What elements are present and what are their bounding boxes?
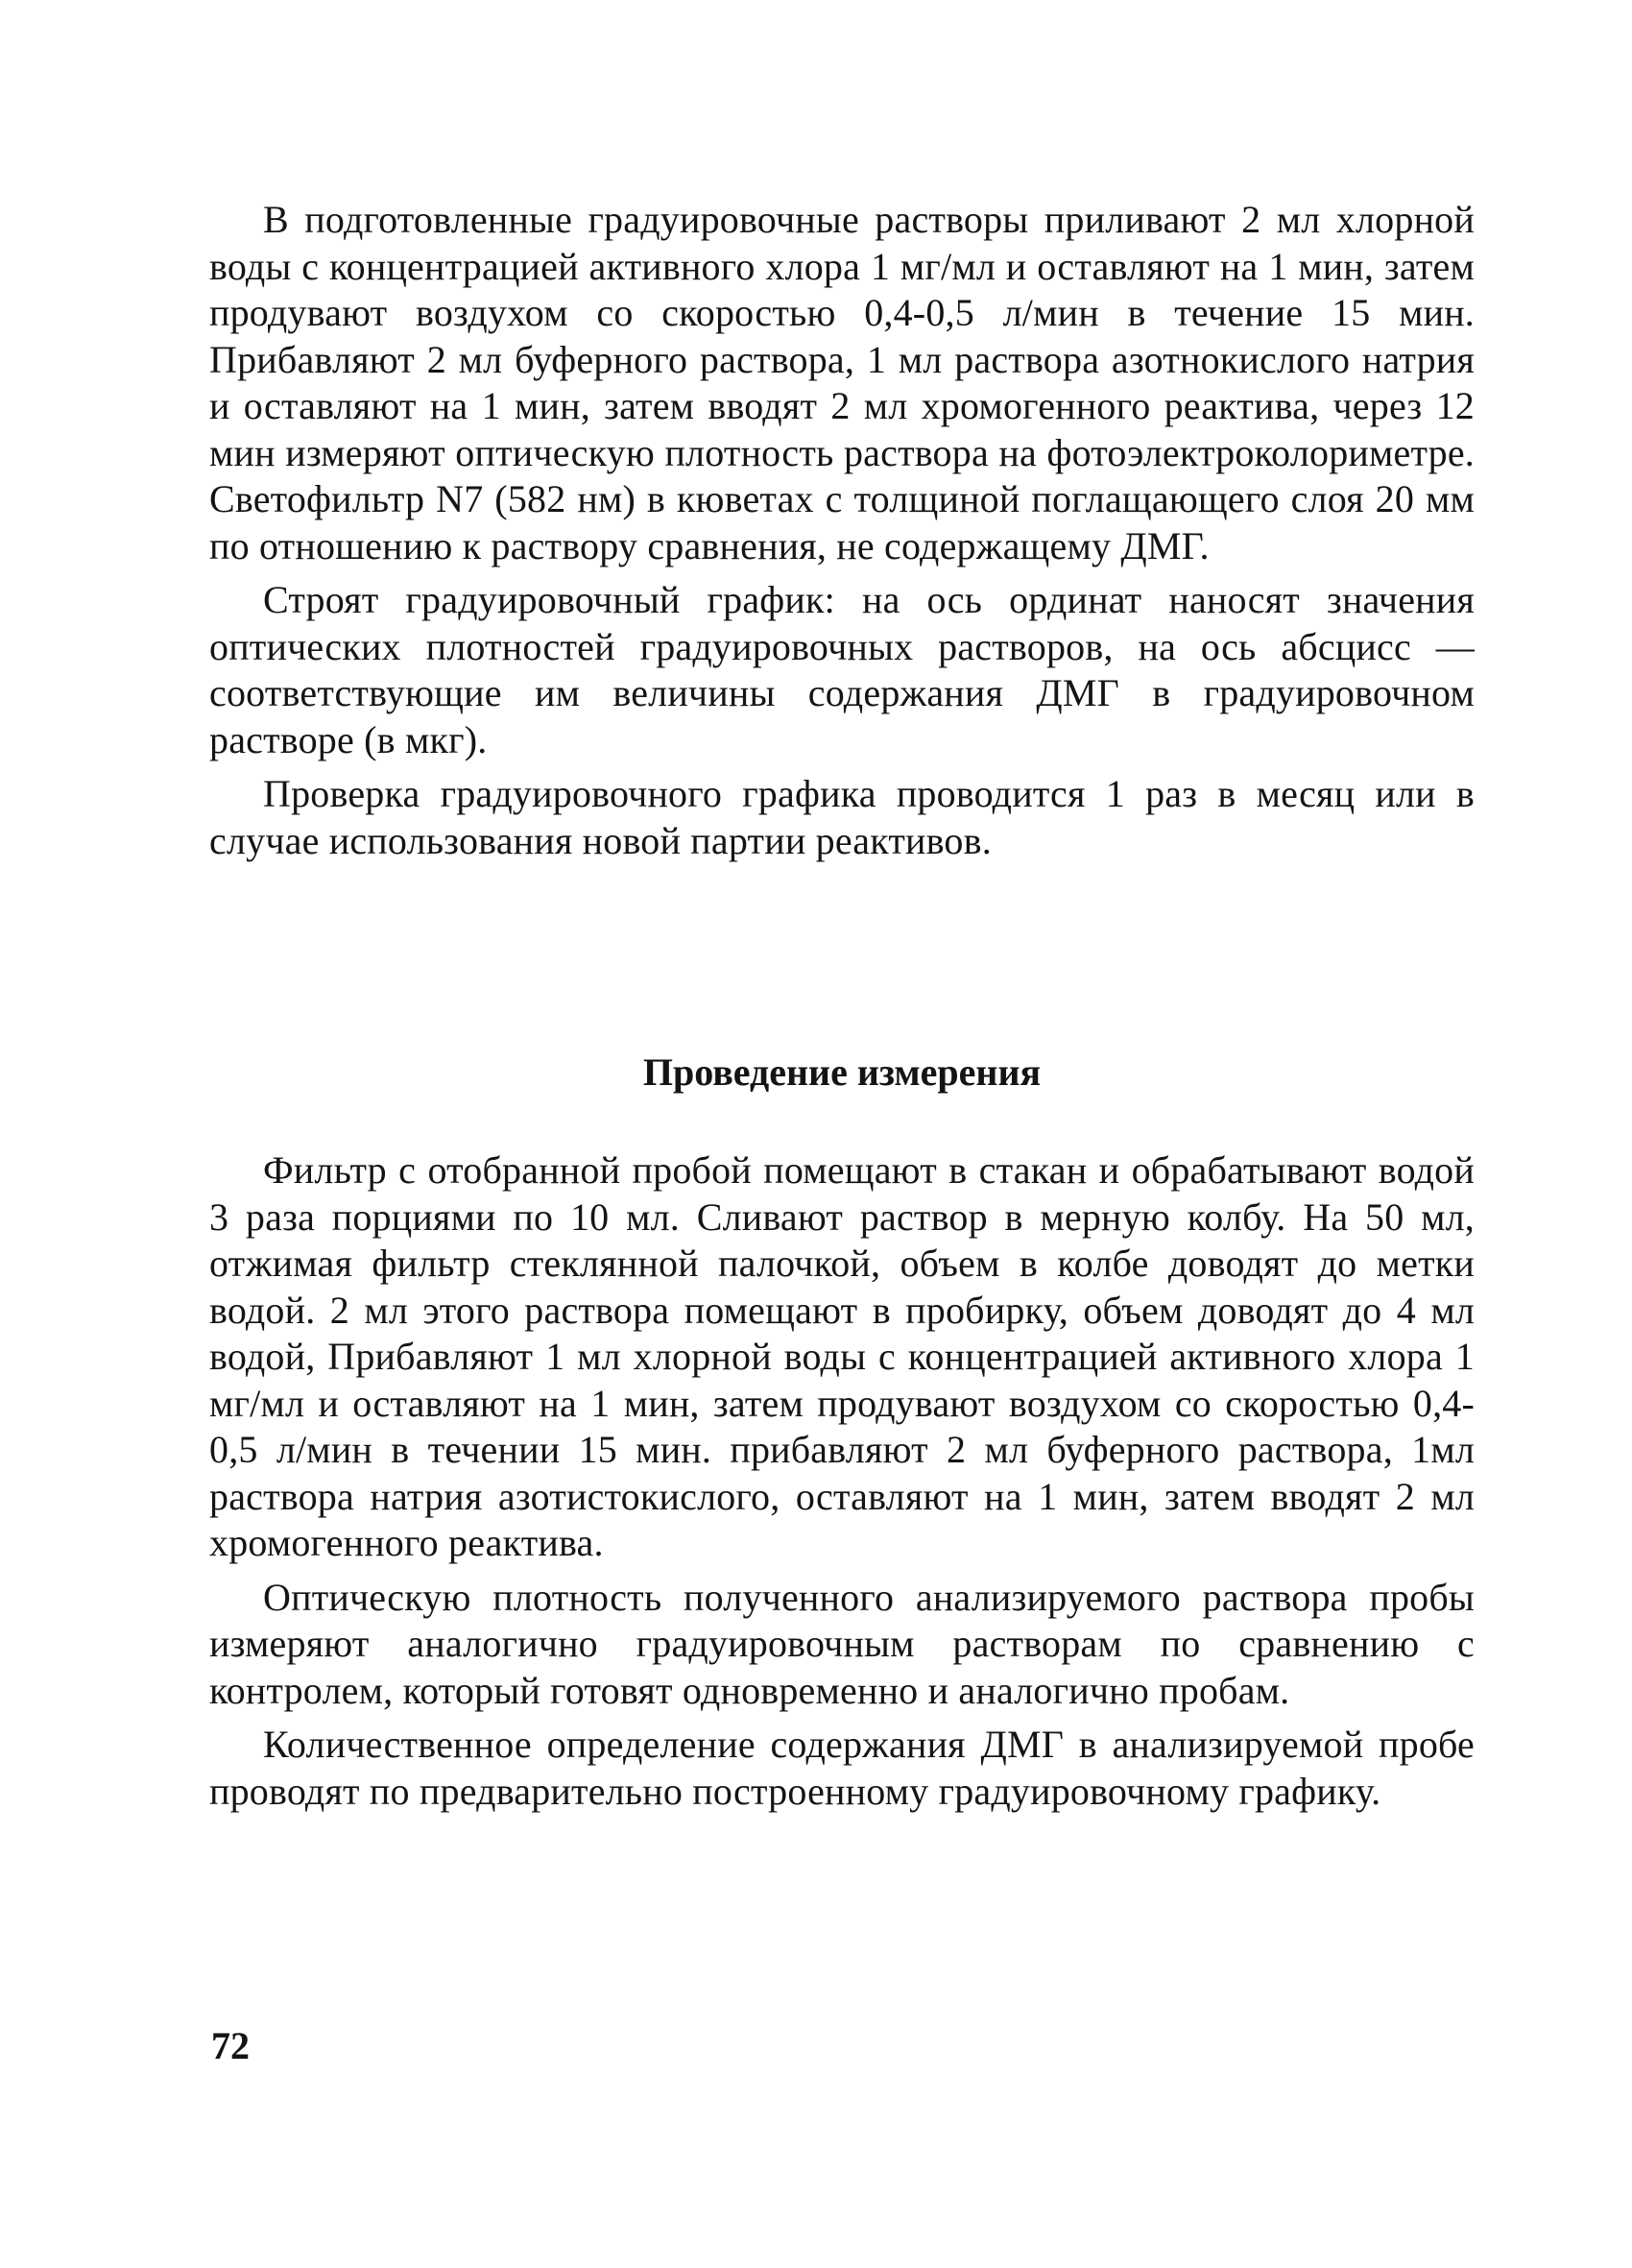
document-page [209, 197, 1475, 2136]
calibration-section [209, 197, 1475, 864]
paragraph-quantification: Количественное определение содержания ДМГ в анализируемой пробе проводят по предварительно построенному градуировочному графику. [209, 1723, 1475, 1813]
paragraph-optical-density: Оптическую плотность полученного анализируемого раствора пробы измеряют аналогично градуировочным растворам по сравнению с контролем, который готовят одновременно и аналогично пробам. [209, 1575, 1475, 1712]
section-heading: Проведение измерения [642, 1050, 1042, 1094]
paragraph-sample-preparation: Фильтр с отобранной пробой помещают в стакан и обрабатывают водой 3 раза порциями по 10 мл. Сливают раствор в мерную колбу. На 50 мл, отжимая фильтр стеклянной палочкой, объем в колбе доводят до метки водой. 2 мл этого раствора помещают в пробирку, объем доводят до 4 мл водой, Прибавляют 1 мл хлорной воды с концентрацией активного хлора 1 мг/мл и оставляют на 1 мин, затем продувают воздухом со скоростью 0,4-0,5 л/мин в течении 15 мин. прибавляют 2 мл буферного раствора, 1мл раствора натрия азотистокислого, оставляют на 1 мин, затем вводят 2 мл хромогенного реактива. [209, 1148, 1475, 1564]
page-number: 72 [211, 2024, 250, 2067]
paragraph-calibration-graph: Строят градуировочный график: на ось ординат наносят значения оптических плотностей градуировочных растворов, на ось абсцисс — соответствующие им величины содержания ДМГ в градуировочном растворе (в мкг). [209, 578, 1475, 761]
paragraph-calibration-procedure: В подготовленные градуировочные растворы приливают 2 мл хлорной воды с концентрацией активного хлора 1 мг/мл и оставляют на 1 мин, затем продувают воздухом со скоростью 0,4-0,5 л/мин в течение 15 мин. Прибавляют 2 мл буферного раствора, 1 мл раствора азотнокислого натрия и оставляют на 1 мин, затем вводят 2 мл хромогенного реактива, через 12 мин измеряют оптическую плотность раствора на фотоэлектроколориметре. Светофильтр N7 (582 нм) в кюветах с толщиной поглащающего слоя 20 мм по отношению к раствору сравнения, не содержащему ДМГ. [209, 198, 1475, 567]
measurement-section [209, 1147, 1475, 1815]
paragraph-graph-verification: Проверка градуировочного графика проводится 1 раз в месяц или в случае использования новой партии реактивов. [209, 772, 1475, 862]
